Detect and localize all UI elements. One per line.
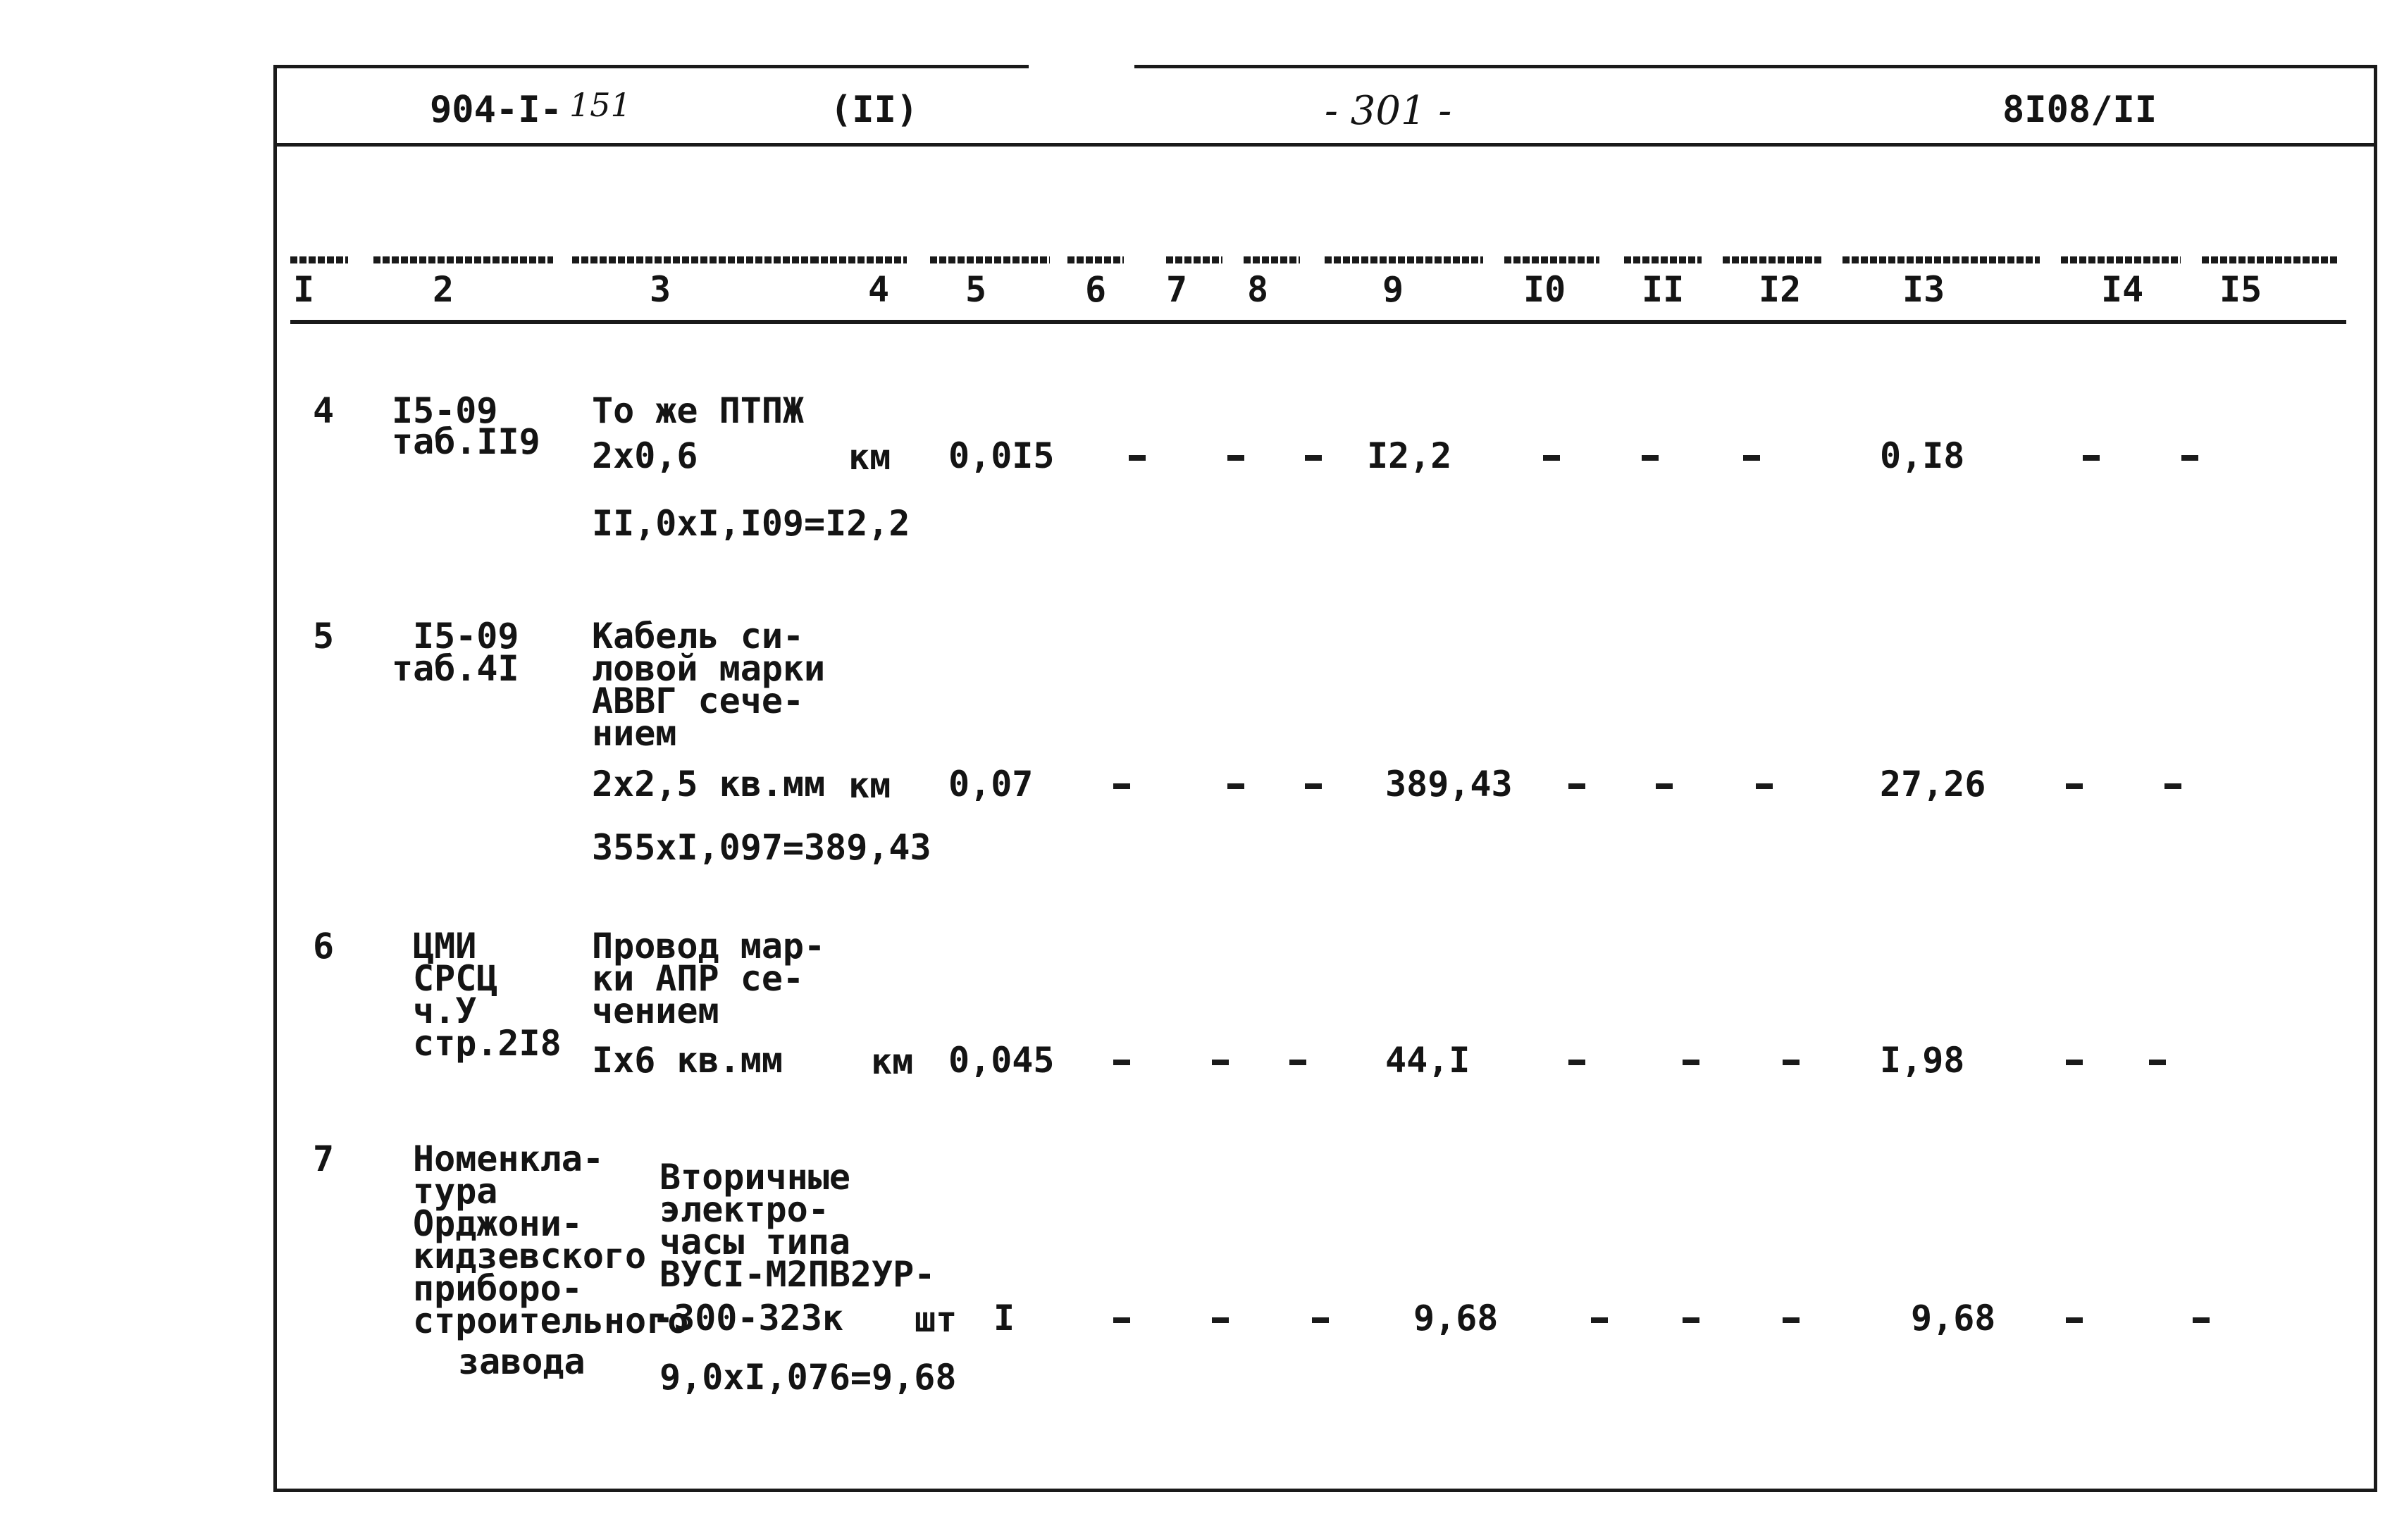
col-num-11: II [1642,269,1685,310]
row-qty: 0,07 [948,764,1034,805]
row-qty: I [993,1298,1015,1339]
row-name: часы типа [659,1222,850,1262]
row-reference: строительного [413,1300,689,1341]
col-num-12: I2 [1759,269,1802,310]
row-name: То же ПТПЖ [592,390,805,431]
hatch-11 [1624,256,1702,263]
dash-col7 [1227,783,1244,789]
dash-col10 [1543,455,1560,461]
dash-col14 [2083,455,2100,461]
row-col9: 9,68 [1413,1298,1499,1339]
dash-col6 [1113,783,1130,789]
dash-col7 [1227,455,1244,461]
row-calc: II,0хI,I09=I2,2 [592,503,910,544]
project-code-handwritten: 151 [569,86,631,124]
dash-col14 [2066,1317,2083,1323]
dash-col14 [2066,783,2083,789]
row-qty: 0,045 [948,1040,1055,1081]
row-number: 5 [313,616,335,657]
dash-col15 [2164,783,2181,789]
row-reference: СРСЦ [413,958,498,999]
dash-col10 [1568,1060,1585,1065]
dash-col15 [2181,455,2198,461]
hatch-3 [572,256,812,263]
dash-col6 [1113,1317,1130,1323]
col-num-9: 9 [1382,269,1404,310]
row-name: ВУСI-М2ПВ2УР- [659,1254,936,1295]
column-header-underline [290,320,2346,324]
dash-col6 [1113,1060,1130,1065]
row-name: ловой марки [592,648,826,689]
dash-col8 [1305,455,1322,461]
row-qty: 0,0I5 [948,435,1055,476]
hatch-13 [1842,256,2040,263]
dash-col12 [1743,455,1760,461]
dash-col12 [1783,1317,1800,1323]
col-num-5: 5 [965,269,987,310]
col-num-4: 4 [868,269,890,310]
col-num-14: I4 [2101,269,2144,310]
hatch-9 [1325,256,1483,263]
dash-col8 [1289,1060,1306,1065]
dash-col8 [1312,1317,1329,1323]
row-unit: шт [915,1299,958,1340]
row-reference: стр.2I8 [413,1023,562,1064]
row-col9: I2,2 [1367,435,1452,476]
row-name: Вторичные [659,1157,850,1198]
row-reference: тура [413,1171,498,1212]
row-name: Провод мар- [592,926,826,967]
hatch-4 [812,256,907,263]
col-num-2: 2 [433,269,454,310]
row-reference: завода [458,1341,586,1382]
row-spec: Iх6 кв.мм [592,1040,783,1081]
col-num-7: 7 [1166,269,1188,310]
row-number: 6 [313,926,335,967]
section-label: (II) [830,89,919,131]
row-reference: таб.II9 [392,421,540,462]
row-name: чением [592,991,719,1031]
table-frame [273,65,2377,1492]
row-number: 7 [313,1138,335,1179]
row-reference: кидзевского [413,1236,647,1277]
row-reference: ч.У [413,991,477,1031]
dash-col10 [1568,783,1585,789]
dash-col11 [1656,783,1673,789]
row-name: АВВГ сече- [592,681,805,721]
row-reference: Номенкла- [413,1138,604,1179]
hatch-15 [2202,256,2339,263]
hatch-1 [290,256,348,263]
dash-col10 [1591,1317,1608,1323]
row-name: -300-323к [652,1298,843,1339]
row-calc: 355хI,097=389,43 [592,827,931,868]
hatch-12 [1723,256,1821,263]
hatch-2 [373,256,553,263]
col-num-1: I [293,269,315,310]
page-number: - 301 - [1325,88,1452,134]
row-col13: I,98 [1880,1040,1965,1081]
row-calc: 9,0хI,076=9,68 [659,1357,957,1398]
row-name: нием [592,713,677,754]
dash-col7 [1212,1060,1229,1065]
dash-col8 [1305,783,1322,789]
dash-col11 [1642,455,1659,461]
dash-col12 [1756,783,1773,789]
row-col9: 44,I [1385,1040,1470,1081]
hatch-5 [930,256,1050,263]
row-number: 4 [313,390,335,431]
row-spec: 2х2,5 кв.мм [592,764,826,805]
hatch-10 [1504,256,1599,263]
col-num-3: 3 [650,269,671,310]
col-num-6: 6 [1085,269,1107,310]
row-spec: 2х0,6 [592,435,698,476]
dash-col12 [1783,1060,1800,1065]
dash-col14 [2066,1060,2083,1065]
dash-col15 [2193,1317,2210,1323]
row-unit: км [848,765,891,806]
col-num-8: 8 [1247,269,1269,310]
project-code: 904-I- [430,89,562,131]
row-reference: ЦМИ [413,926,477,967]
row-reference: I5-09 [392,390,498,431]
row-unit: км [871,1041,914,1082]
row-reference: I5-09 [413,616,519,657]
hatch-7 [1166,256,1222,263]
hatch-6 [1067,256,1124,263]
row-reference: Орджони- [413,1203,583,1244]
dash-col6 [1129,455,1146,461]
dash-col7 [1212,1317,1229,1323]
dash-col11 [1683,1317,1699,1323]
dash-col11 [1683,1060,1699,1065]
row-col9: 389,43 [1385,764,1513,805]
row-reference: приборо- [413,1268,583,1309]
row-col13: 27,26 [1880,764,1986,805]
hatch-8 [1244,256,1300,263]
col-num-15: I5 [2219,269,2262,310]
row-name: электро- [659,1189,829,1230]
frame-gap [1029,61,1134,72]
row-name: Кабель си- [592,616,805,657]
hatch-14 [2061,256,2181,263]
dash-col15 [2149,1060,2166,1065]
col-num-13: I3 [1902,269,1945,310]
row-reference: таб.4I [392,648,519,689]
row-col13: 9,68 [1911,1298,1996,1339]
row-name: ки АПР се- [592,958,805,999]
doc-number: 8I08/II [2002,89,2157,131]
col-num-10: I0 [1523,269,1566,310]
row-unit: км [848,437,891,478]
header-divider [273,143,2377,147]
row-col13: 0,I8 [1880,435,1965,476]
